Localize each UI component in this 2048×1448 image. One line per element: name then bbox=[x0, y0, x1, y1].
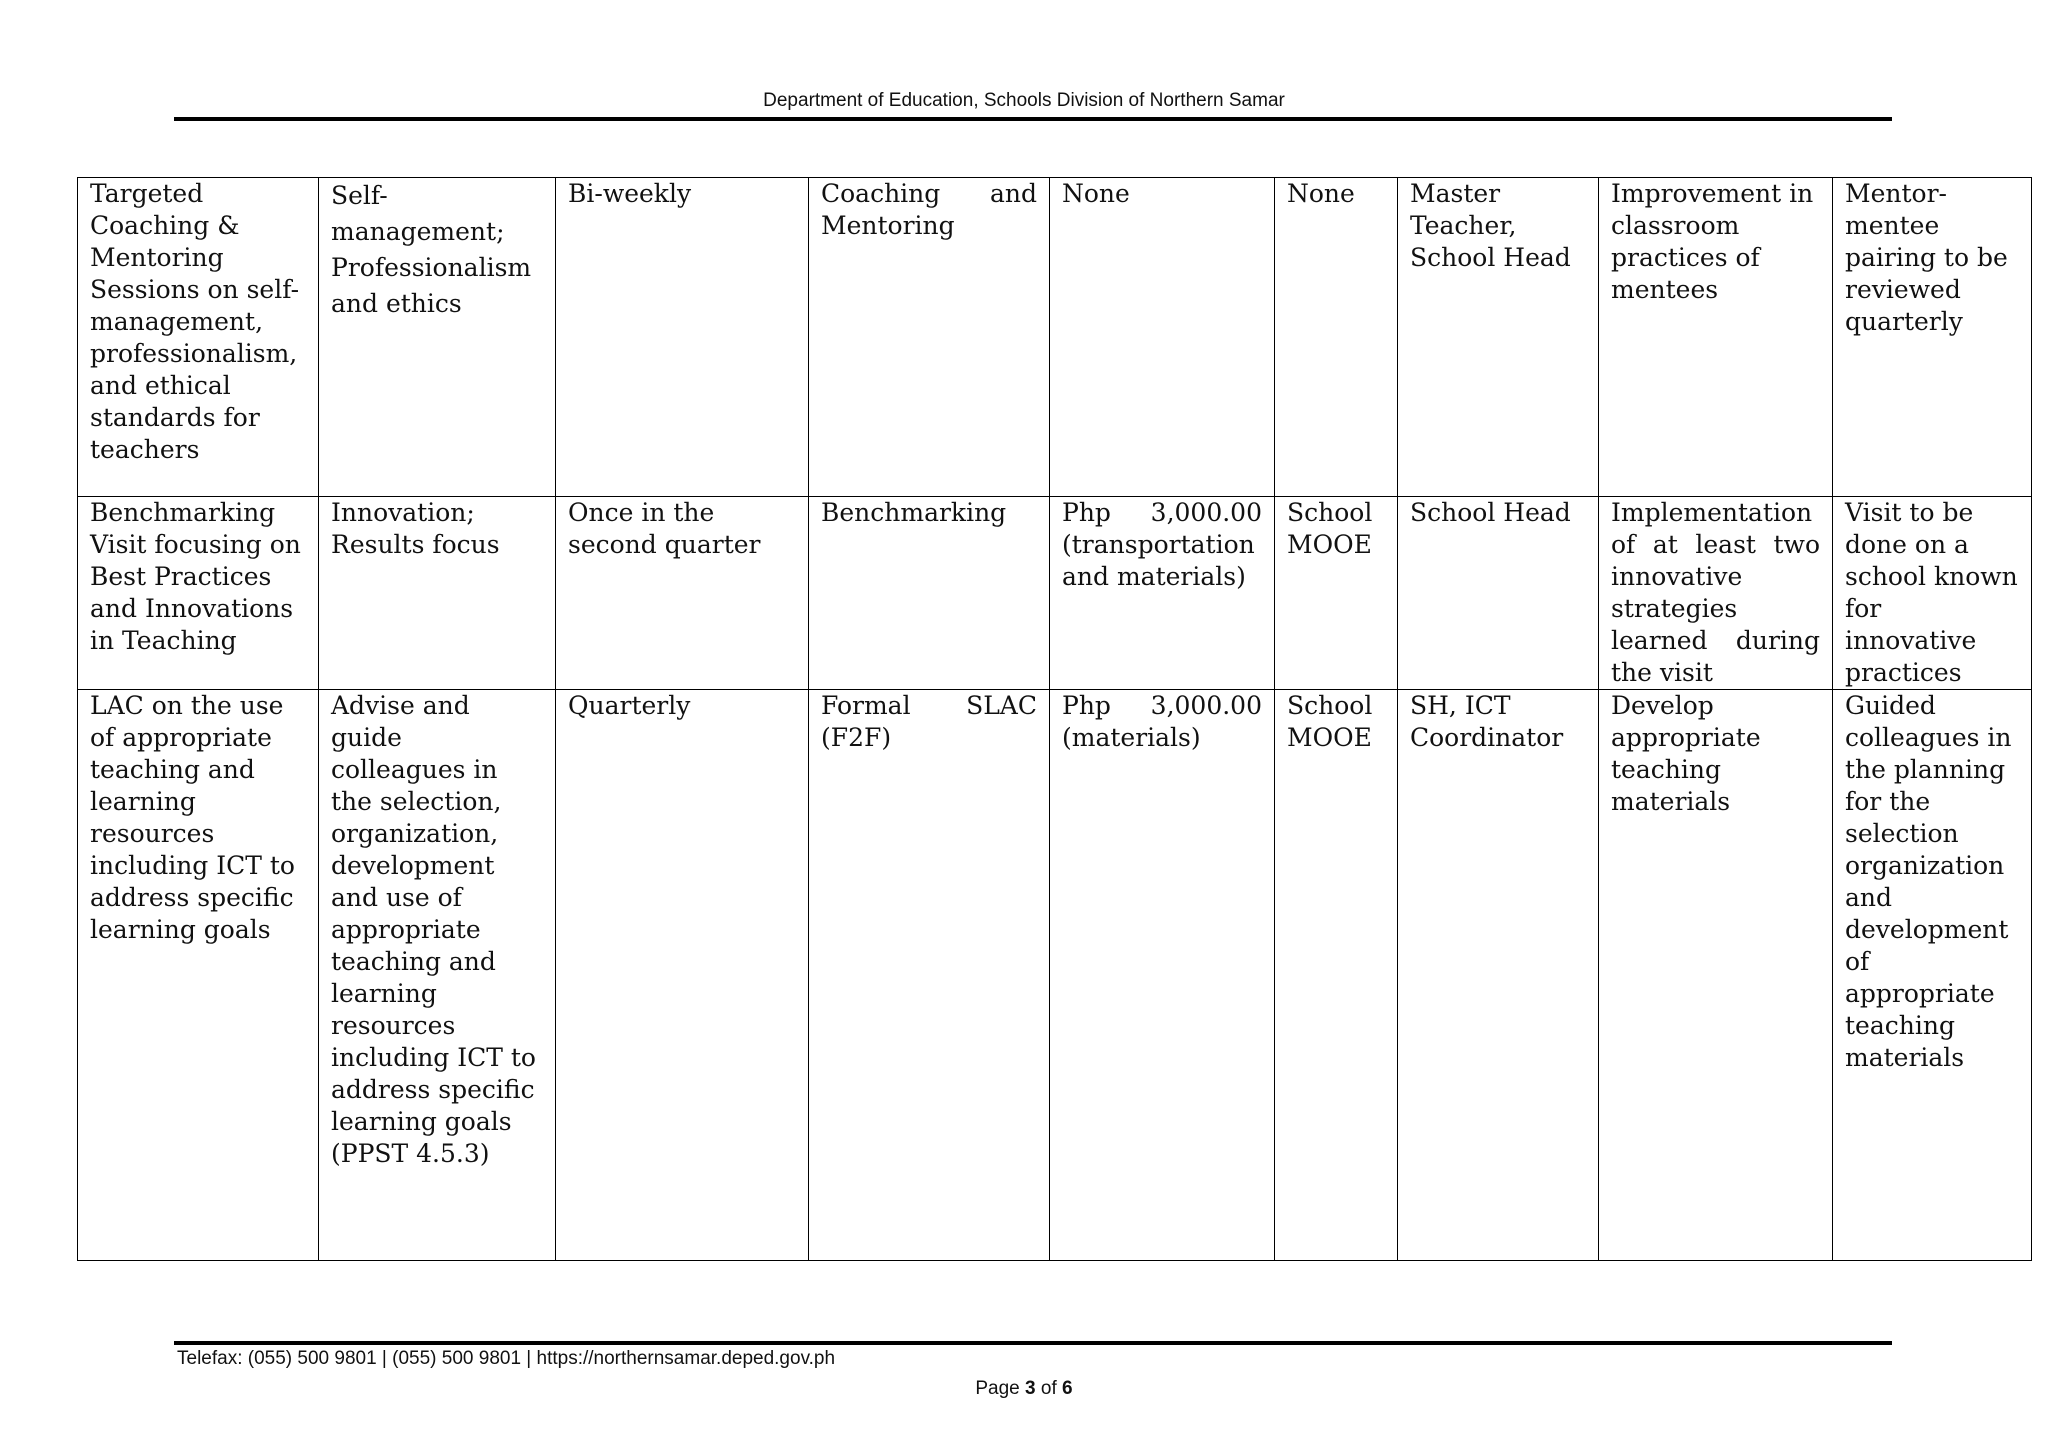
competency-text: Self-management; Professionalism and ethics bbox=[331, 181, 532, 318]
schedule-cell: Bi-weekly bbox=[556, 178, 809, 497]
budget-cell: None bbox=[1050, 178, 1275, 497]
expected-outcome-cell: Improvement in classroom practices of mentees bbox=[1599, 178, 1833, 497]
document-header: Department of Education, Schools Division of Northern Samar bbox=[763, 90, 1285, 111]
page-prefix: Page bbox=[975, 1378, 1020, 1399]
competency-cell: Advise and guide colleagues in the selection, organization, development and use of appropriate teaching and learning resources including ICT to address specific learning goals (PPST 4.5.3) bbox=[319, 690, 556, 1261]
page-total: 6 bbox=[1062, 1378, 1073, 1399]
remarks-cell: Guided colleagues in the planning for the selection organization and development of appropriate teaching materials bbox=[1833, 690, 2032, 1261]
activity-cell: LAC on the use of appropriate teaching and learning resources including ICT to address specific learning goals bbox=[78, 690, 319, 1261]
competency-cell: Innovation; Results focus bbox=[319, 497, 556, 690]
competency-cell bbox=[319, 178, 556, 497]
budget-cell: Php 3,000.00 (transportation and materials) bbox=[1050, 497, 1275, 690]
modality-cell: Coaching and Mentoring bbox=[809, 178, 1050, 497]
footer-rule bbox=[174, 1341, 1892, 1345]
fund-source-cell: School MOOE bbox=[1275, 690, 1398, 1261]
table-row bbox=[78, 497, 2032, 690]
modality-cell: Benchmarking bbox=[809, 497, 1050, 690]
budget-cell: Php 3,000.00 (materials) bbox=[1050, 690, 1275, 1261]
activity-cell: Targeted Coaching & Mentoring Sessions on self-management, professionalism, and ethical standards for teachers bbox=[78, 178, 319, 497]
person-responsible-cell: School Head bbox=[1398, 497, 1599, 690]
fund-source-cell: None bbox=[1275, 178, 1398, 497]
training-plan-table bbox=[77, 177, 2032, 1261]
activity-cell: Benchmarking Visit focusing on Best Practices and Innovations in Teaching bbox=[78, 497, 319, 690]
person-responsible-cell: SH, ICT Coordinator bbox=[1398, 690, 1599, 1261]
header-rule bbox=[174, 117, 1892, 121]
table-row bbox=[78, 178, 2032, 497]
person-responsible-cell: Master Teacher, School Head bbox=[1398, 178, 1599, 497]
schedule-cell: Once in the second quarter bbox=[556, 497, 809, 690]
footer-contact: Telefax: (055) 500 9801 | (055) 500 9801 | https://northernsamar.deped.gov.ph bbox=[177, 1348, 836, 1369]
schedule-cell: Quarterly bbox=[556, 690, 809, 1261]
page-current: 3 bbox=[1025, 1378, 1036, 1399]
page-number bbox=[0, 1378, 2048, 1400]
remarks-cell: Visit to be done on a school known for innovative practices bbox=[1833, 497, 2032, 690]
table-row bbox=[78, 690, 2032, 1261]
expected-outcome-cell: Develop appropriate teaching materials bbox=[1599, 690, 1833, 1261]
remarks-cell: Mentor-mentee pairing to be reviewed quarterly bbox=[1833, 178, 2032, 497]
modality-cell: Formal SLAC (F2F) bbox=[809, 690, 1050, 1261]
page-of: of bbox=[1040, 1378, 1057, 1399]
fund-source-cell: School MOOE bbox=[1275, 497, 1398, 690]
expected-outcome-cell: Implementation of at least two innovative strategies learned during the visit bbox=[1599, 497, 1833, 690]
